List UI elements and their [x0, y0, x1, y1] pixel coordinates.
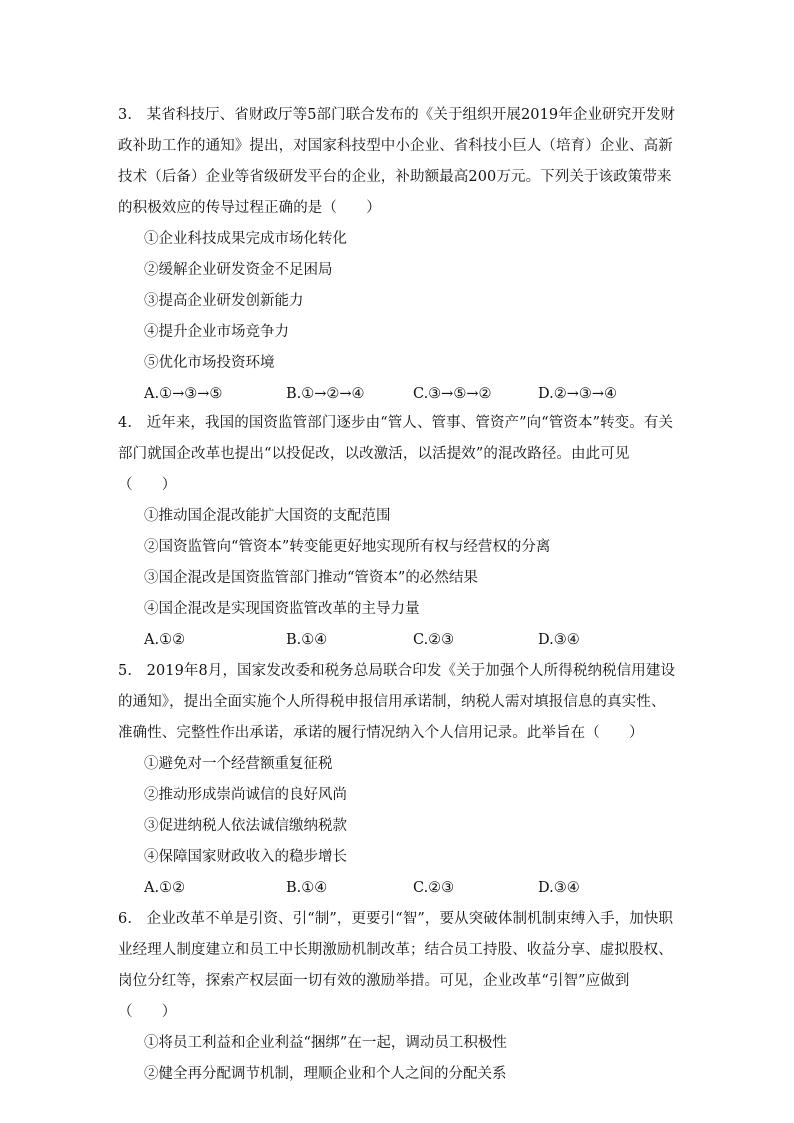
question-6: [118, 904, 680, 1090]
choice-b[interactable]: B.①④: [286, 880, 328, 896]
choice-a[interactable]: A.①→③→⑤: [144, 386, 223, 402]
question-stem: 3. 某省科技厅、省财政厅等5部门联合发布的《关于组织开展2019年企业研究开发财政补助工作的通知》提出，对国家科技型中小企业、省科技小巨人（培育）企业、高新技术（后备）企业等省级研发平台的企业，补助额最高200万元。下列关于该政策带来的积极效应的传导过程正确的是（ ）: [118, 107, 676, 216]
question-5: [118, 656, 680, 904]
choice-c[interactable]: C.②③: [413, 880, 455, 896]
choice-b[interactable]: B.①→②→④: [286, 386, 365, 402]
choice-a[interactable]: A.①②: [144, 880, 186, 896]
option-1: ①企业科技成果完成市场化转化: [144, 231, 347, 247]
choice-d[interactable]: D.②→③→④: [538, 386, 618, 402]
option-2: ②缓解企业研发资金不足困局: [144, 262, 333, 278]
answer-choices: [118, 379, 680, 410]
option-1: ①将员工利益和企业利益“捆绑”在一起，调动员工积极性: [144, 1035, 507, 1051]
question-3: [118, 100, 680, 410]
answer-choices: [118, 873, 680, 904]
question-stem: 4. 近年来，我国的国资监管部门逐步由“管人、管事、管资产”向“管资本”转变。有关部门就国企改革也提出“以投促改，以改激活，以活提效”的混改路径。由此可见（ ）: [118, 415, 674, 493]
choice-c[interactable]: C.③→⑤→②: [413, 386, 492, 402]
option-4: ④提升企业市场竞争力: [144, 324, 289, 340]
option-2: ②国资监管向“管资本”转变能更好地实现所有权与经营权的分离: [144, 539, 551, 555]
option-4: ④保障国家财政收入的稳步增长: [144, 849, 347, 865]
choice-b[interactable]: B.①④: [286, 632, 328, 648]
question-4: [118, 408, 680, 656]
choice-d[interactable]: D.③④: [538, 880, 580, 896]
answer-choices: [118, 625, 680, 656]
option-3: ③国企混改是国资监管部门推动“管资本”的必然结果: [144, 570, 478, 586]
option-1: ①推动国企混改能扩大国资的支配范围: [144, 508, 391, 524]
option-2: ②推动形成崇尚诚信的良好风尚: [144, 787, 347, 803]
choice-d[interactable]: D.③④: [538, 632, 580, 648]
option-1: ①避免对一个经营额重复征税: [144, 756, 333, 772]
option-3: ③提高企业研发创新能力: [144, 293, 304, 309]
option-3: ③促进纳税人依法诚信缴纳税款: [144, 818, 347, 834]
choice-a[interactable]: A.①②: [144, 632, 186, 648]
option-5: ⑤优化市场投资环境: [144, 355, 275, 371]
question-stem: 5. 2019年8月，国家发改委和税务总局联合印发《关于加强个人所得税纳税信用建设的通知》，提出全面实施个人所得税申报信用承诺制，纳税人需对填报信息的真实性、准确性、完整性作出承诺，承诺的履行情况纳入个人信用记录。此举旨在（ ）: [118, 663, 676, 741]
choice-c[interactable]: C.②③: [413, 632, 455, 648]
option-4: ④国企混改是实现国资监管改革的主导力量: [144, 601, 420, 617]
option-2: ②健全再分配调节机制，理顺企业和个人之间的分配关系: [144, 1066, 507, 1082]
question-stem: 6. 企业改革不单是引资、引“制”，更要引“智”，要从突破体制机制束缚入手，加快职业经理人制度建立和员工中长期激励机制改革；结合员工持股、收益分享、虚拟股权、岗位分红等，探索产权层面一切有效的激励举措。可见，企业改革“引智”应做到（ ）: [118, 911, 674, 1020]
